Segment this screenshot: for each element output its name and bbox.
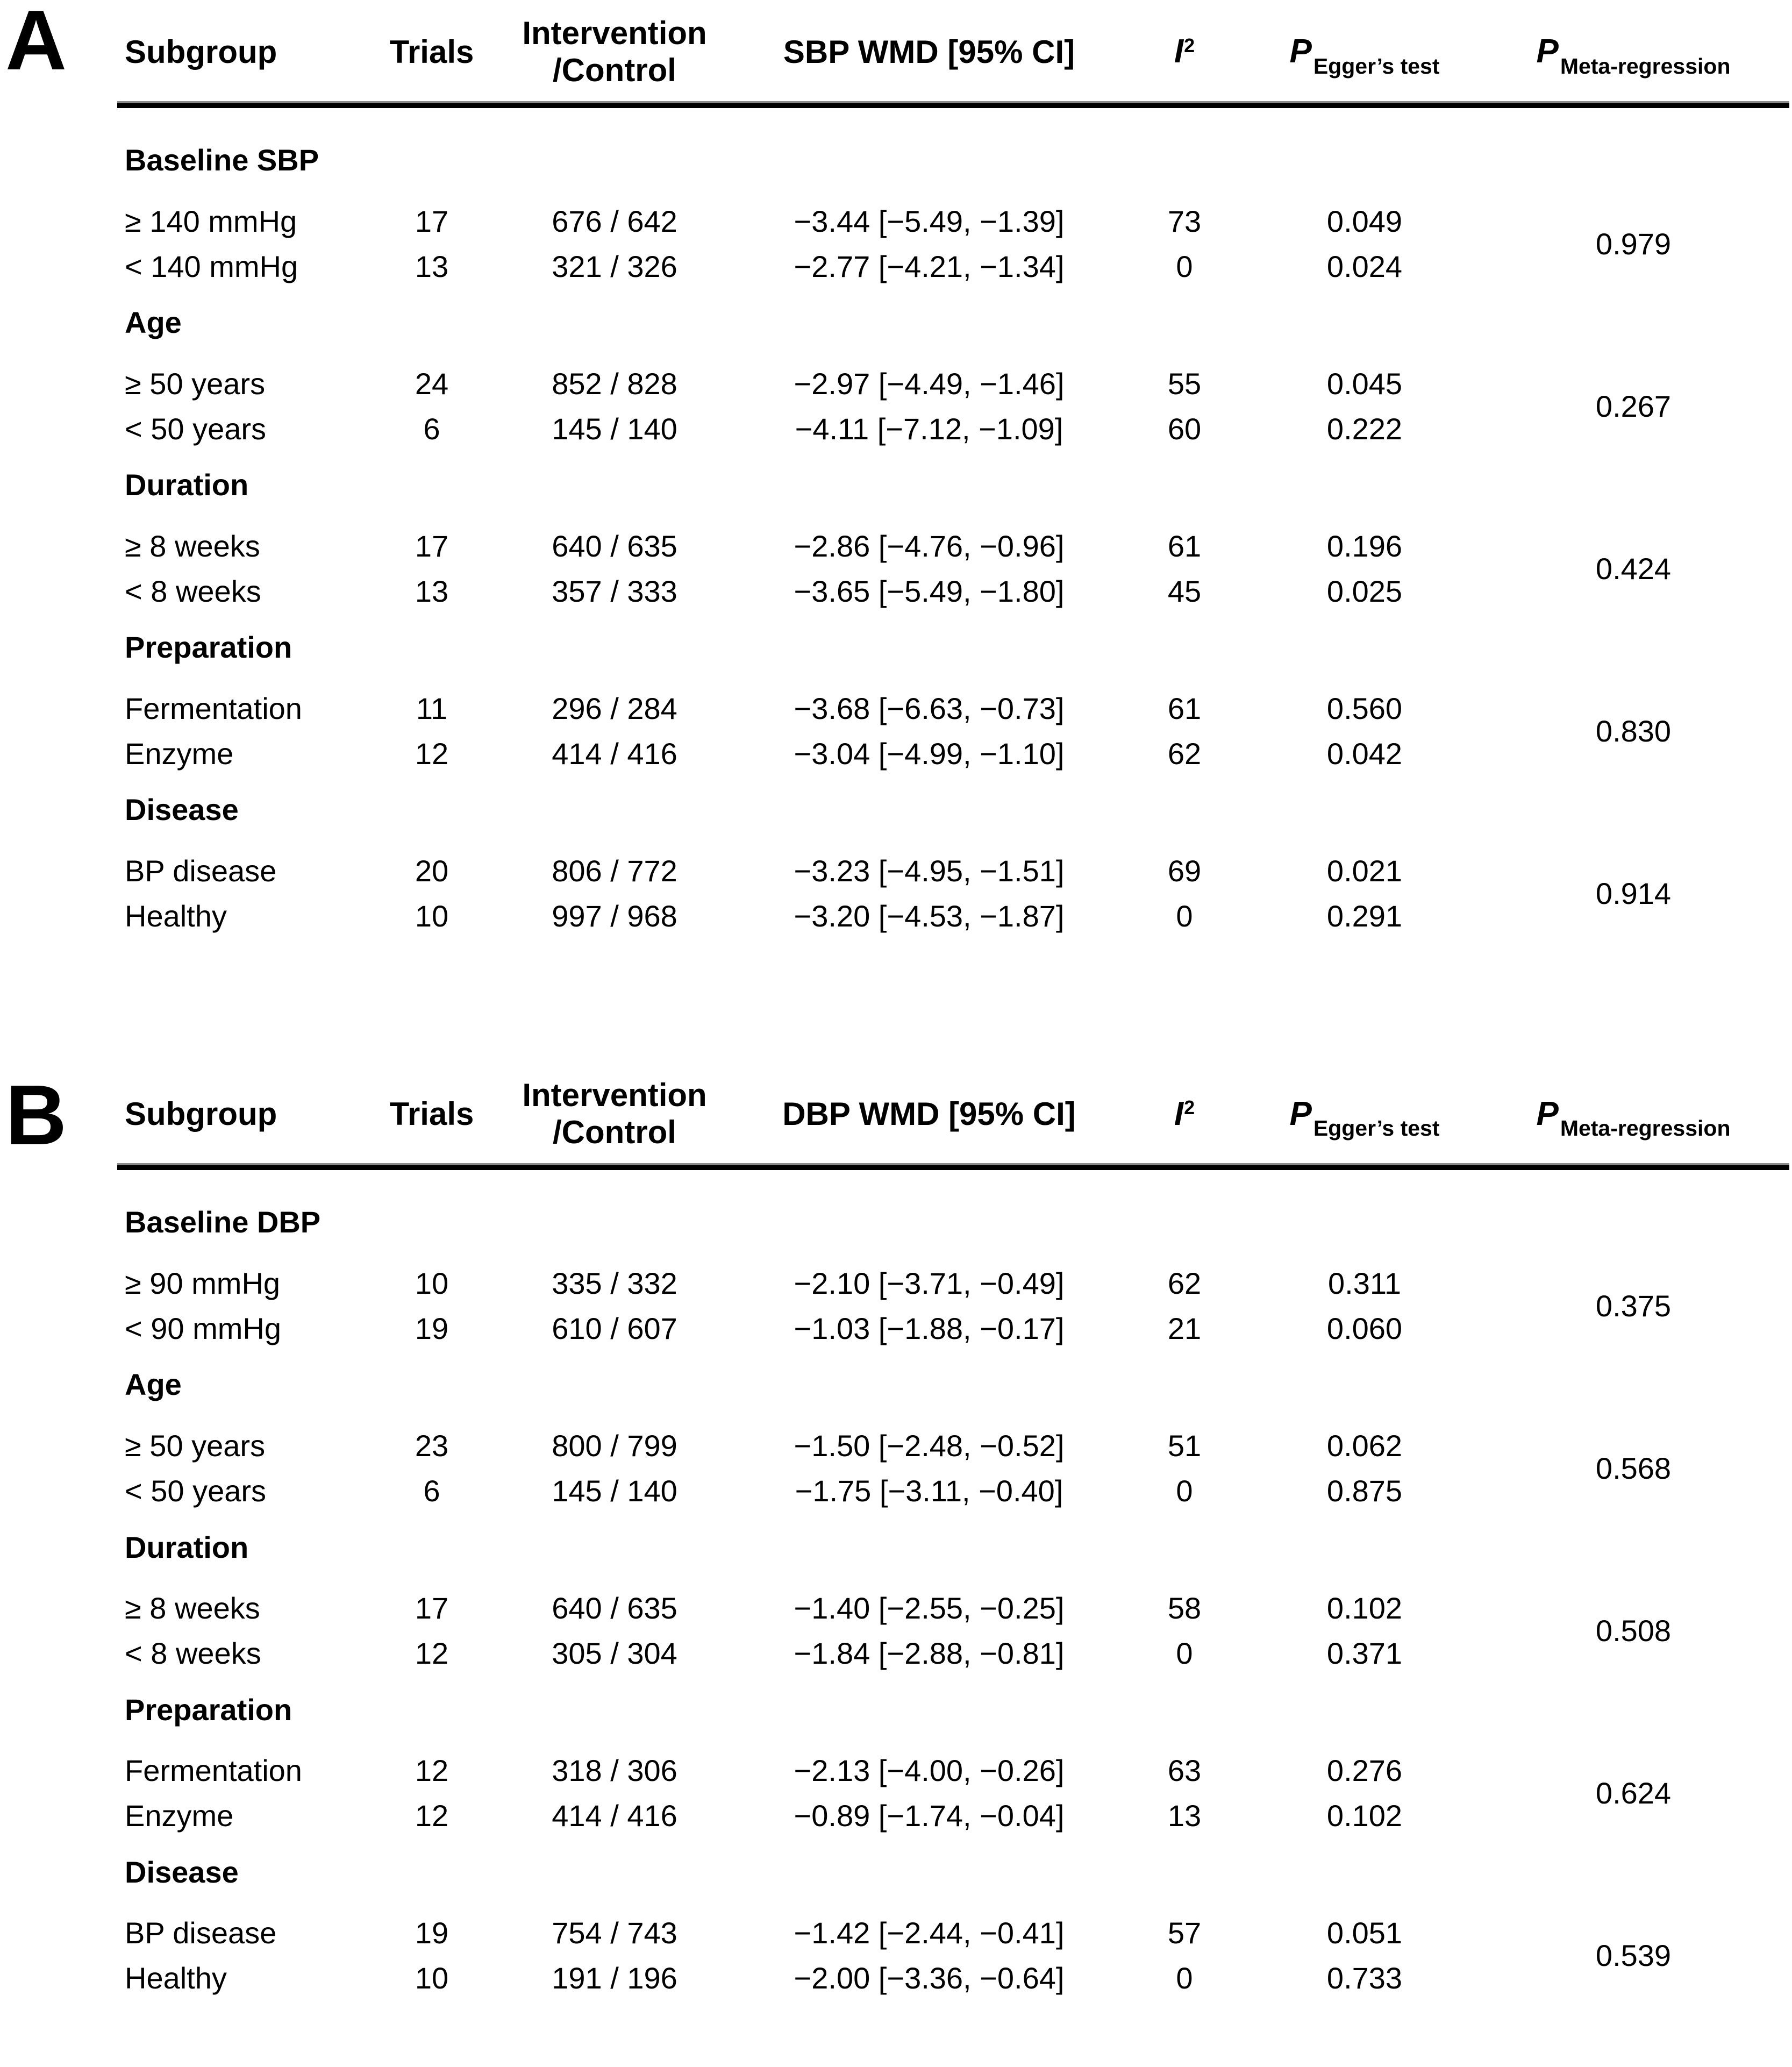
cell-intervention-control: 318 / 306 — [552, 1754, 677, 1788]
panel-a — [0, 0, 1792, 938]
cell-p-egger: 0.045 — [1326, 366, 1403, 401]
section-rows — [117, 848, 1789, 938]
cell-intervention-control: 852 / 828 — [552, 366, 677, 401]
column-header-dbp-wmd-ci: DBP WMD [95% CI] — [782, 1095, 1076, 1132]
cell-subgroup: BP disease — [125, 853, 277, 888]
cell-intervention-control: 335 / 332 — [552, 1266, 677, 1300]
column-header-p-eggers-test: $P_{Egger’s test}$ — [1289, 1095, 1440, 1141]
cell-subgroup: < 50 years — [125, 1474, 267, 1508]
table-b-body — [117, 1204, 1789, 2000]
cell-i-squared: 55 — [1167, 366, 1202, 401]
cell-i-squared: 57 — [1167, 1916, 1202, 1950]
cell-p-egger: 0.024 — [1326, 249, 1403, 283]
section-rows — [117, 361, 1789, 451]
cell-subgroup: Fermentation — [125, 1754, 302, 1788]
cell-i-squared: 58 — [1167, 1591, 1202, 1626]
cell-subgroup: BP disease — [125, 1916, 277, 1950]
cell-wmd-ci: −2.10 [−3.71, −0.49] — [794, 1266, 1065, 1300]
section-rows — [117, 1911, 1789, 2001]
cell-subgroup: Enzyme — [125, 1799, 234, 1833]
cell-p-egger: 0.102 — [1326, 1799, 1403, 1833]
cell-p-egger: 0.102 — [1326, 1591, 1403, 1626]
column-header-intervention-control: Intervention /Control — [522, 15, 707, 88]
cell-subgroup: Healthy — [125, 1961, 227, 1995]
panel-b — [0, 1067, 1792, 2000]
section-preparation — [117, 630, 1789, 776]
cell-p-egger: 0.021 — [1326, 853, 1403, 888]
section-title: Disease — [125, 1855, 239, 1889]
table-a-body — [117, 142, 1789, 938]
cell-intervention-control: 754 / 743 — [552, 1916, 677, 1950]
cell-p-meta-regression: 0.568 — [1595, 1451, 1672, 1486]
cell-trials: 13 — [415, 574, 449, 608]
cell-i-squared: 0 — [1176, 899, 1193, 933]
cell-trials: 19 — [415, 1311, 449, 1345]
cell-wmd-ci: −3.44 [−5.49, −1.39] — [794, 204, 1065, 238]
cell-i-squared: 61 — [1167, 529, 1202, 563]
section-disease — [117, 1855, 1789, 2001]
section-title: Duration — [125, 468, 249, 502]
cell-intervention-control: 145 / 140 — [552, 411, 677, 446]
cell-trials: 6 — [423, 1474, 440, 1508]
cell-subgroup: ≥ 140 mmHg — [125, 204, 297, 238]
cell-p-meta-regression: 0.508 — [1595, 1614, 1672, 1648]
cell-wmd-ci: −4.11 [−7.12, −1.09] — [795, 411, 1063, 446]
cell-subgroup: < 140 mmHg — [125, 249, 298, 283]
cell-p-egger: 0.311 — [1328, 1266, 1401, 1300]
cell-intervention-control: 610 / 607 — [552, 1311, 677, 1345]
cell-p-egger: 0.222 — [1326, 411, 1403, 446]
section-title: Age — [125, 305, 182, 340]
column-header-i-squared: $I^2$ — [1174, 1095, 1195, 1132]
cell-wmd-ci: −1.75 [−3.11, −0.40] — [795, 1474, 1063, 1508]
table-a-header-row — [117, 5, 1789, 98]
cell-wmd-ci: −2.86 [−4.76, −0.96] — [794, 529, 1065, 563]
cell-wmd-ci: −2.77 [−4.21, −1.34] — [794, 249, 1065, 283]
cell-p-egger: 0.875 — [1326, 1474, 1403, 1508]
cell-p-egger: 0.049 — [1326, 204, 1403, 238]
cell-p-meta-regression: 0.539 — [1595, 1938, 1672, 1973]
section-age — [117, 305, 1789, 451]
cell-i-squared: 51 — [1167, 1429, 1202, 1463]
cell-i-squared: 21 — [1167, 1311, 1202, 1345]
section-rows — [117, 1260, 1789, 1351]
cell-i-squared: 62 — [1167, 736, 1202, 771]
section-duration — [117, 1530, 1789, 1676]
cell-p-egger: 0.051 — [1326, 1916, 1403, 1950]
section-duration — [117, 467, 1789, 614]
cell-p-egger: 0.042 — [1326, 736, 1403, 771]
cell-trials: 23 — [415, 1429, 449, 1463]
cell-i-squared: 63 — [1167, 1754, 1202, 1788]
table-sbp-subgroups — [117, 5, 1789, 938]
cell-wmd-ci: −1.03 [−1.88, −0.17] — [794, 1311, 1065, 1345]
section-title: Baseline SBP — [125, 143, 319, 177]
column-header-p-meta-regression: $P_{Meta-regression}$ — [1536, 33, 1731, 79]
cell-subgroup: ≥ 50 years — [125, 366, 266, 401]
column-header-trials: Trials — [389, 1095, 474, 1132]
cell-intervention-control: 806 / 772 — [552, 853, 677, 888]
column-header-subgroup: Subgroup — [125, 33, 277, 70]
cell-wmd-ci: −2.00 [−3.36, −0.64] — [794, 1961, 1065, 1995]
cell-p-egger: 0.025 — [1326, 574, 1403, 608]
cell-i-squared: 45 — [1167, 574, 1202, 608]
cell-subgroup: < 50 years — [125, 411, 267, 446]
cell-subgroup: Fermentation — [125, 691, 302, 725]
cell-intervention-control: 296 / 284 — [552, 691, 677, 725]
cell-intervention-control: 321 / 326 — [552, 249, 677, 283]
cell-subgroup: ≥ 50 years — [125, 1429, 266, 1463]
cell-wmd-ci: −1.42 [−2.44, −0.41] — [794, 1916, 1065, 1950]
section-rows — [117, 1423, 1789, 1514]
cell-trials: 17 — [415, 529, 449, 563]
cell-subgroup: < 8 weeks — [125, 1636, 261, 1671]
cell-intervention-control: 145 / 140 — [552, 1474, 677, 1508]
cell-trials: 17 — [415, 204, 449, 238]
cell-intervention-control: 800 / 799 — [552, 1429, 677, 1463]
cell-wmd-ci: −2.13 [−4.00, −0.26] — [794, 1754, 1065, 1788]
panel-a-label: A — [5, 0, 65, 88]
cell-i-squared: 73 — [1167, 204, 1202, 238]
section-title: Disease — [125, 793, 239, 827]
cell-p-egger: 0.560 — [1326, 691, 1403, 725]
cell-i-squared: 13 — [1167, 1799, 1202, 1833]
cell-wmd-ci: −3.68 [−6.63, −0.73] — [794, 691, 1065, 725]
cell-i-squared: 62 — [1167, 1266, 1202, 1300]
cell-intervention-control: 414 / 416 — [552, 736, 677, 771]
column-header-sbp-wmd-ci: SBP WMD [95% CI] — [783, 33, 1075, 70]
cell-intervention-control: 640 / 635 — [552, 529, 677, 563]
cell-p-egger: 0.291 — [1326, 899, 1403, 933]
cell-p-egger: 0.371 — [1326, 1636, 1403, 1671]
cell-wmd-ci: −1.84 [−2.88, −0.81] — [794, 1636, 1065, 1671]
section-baseline-sbp — [117, 142, 1789, 289]
section-title: Preparation — [125, 1692, 292, 1727]
section-title: Duration — [125, 1530, 249, 1564]
cell-p-egger: 0.733 — [1326, 1961, 1403, 1995]
cell-trials: 12 — [415, 1636, 449, 1671]
cell-intervention-control: 191 / 196 — [552, 1961, 677, 1995]
cell-intervention-control: 640 / 635 — [552, 1591, 677, 1626]
cell-p-egger: 0.062 — [1326, 1429, 1403, 1463]
section-title: Baseline DBP — [125, 1205, 321, 1239]
cell-trials: 10 — [415, 1961, 449, 1995]
cell-p-meta-regression: 0.424 — [1595, 551, 1672, 586]
header-divider — [117, 101, 1789, 108]
cell-trials: 10 — [415, 1266, 449, 1300]
cell-p-meta-regression: 0.830 — [1595, 714, 1672, 748]
cell-wmd-ci: −2.97 [−4.49, −1.46] — [794, 366, 1065, 401]
section-title: Preparation — [125, 630, 292, 665]
table-b-header-row — [117, 1067, 1789, 1160]
section-rows — [117, 1748, 1789, 1838]
column-header-p-eggers-test: $P_{Egger’s test}$ — [1289, 33, 1440, 79]
column-header-subgroup: Subgroup — [125, 1095, 277, 1132]
header-divider — [117, 1163, 1789, 1170]
cell-trials: 12 — [415, 736, 449, 771]
cell-i-squared: 0 — [1176, 249, 1193, 283]
column-header-trials: Trials — [389, 33, 474, 70]
column-header-intervention-control: Intervention /Control — [522, 1077, 707, 1151]
cell-trials: 13 — [415, 249, 449, 283]
cell-intervention-control: 676 / 642 — [552, 204, 677, 238]
cell-subgroup: ≥ 8 weeks — [125, 529, 260, 563]
cell-i-squared: 69 — [1167, 853, 1202, 888]
column-header-p-meta-regression: $P_{Meta-regression}$ — [1536, 1095, 1731, 1141]
section-preparation — [117, 1692, 1789, 1838]
cell-trials: 6 — [423, 411, 440, 446]
cell-p-meta-regression: 0.914 — [1595, 876, 1672, 910]
cell-trials: 20 — [415, 853, 449, 888]
cell-intervention-control: 997 / 968 — [552, 899, 677, 933]
cell-subgroup: ≥ 8 weeks — [125, 1591, 260, 1626]
section-rows — [117, 686, 1789, 776]
cell-subgroup: Enzyme — [125, 736, 234, 771]
cell-i-squared: 0 — [1176, 1961, 1193, 1995]
cell-subgroup: Healthy — [125, 899, 227, 933]
cell-subgroup: < 8 weeks — [125, 574, 261, 608]
cell-p-meta-regression: 0.267 — [1595, 389, 1672, 423]
cell-trials: 12 — [415, 1799, 449, 1833]
section-rows — [117, 198, 1789, 289]
cell-trials: 19 — [415, 1916, 449, 1950]
cell-i-squared: 60 — [1167, 411, 1202, 446]
cell-p-egger: 0.060 — [1326, 1311, 1403, 1345]
section-disease — [117, 792, 1789, 938]
cell-intervention-control: 414 / 416 — [552, 1799, 677, 1833]
column-header-i-squared: $I^2$ — [1174, 33, 1195, 70]
section-baseline-dbp — [117, 1204, 1789, 1351]
cell-intervention-control: 305 / 304 — [552, 1636, 677, 1671]
cell-p-meta-regression: 0.375 — [1595, 1288, 1672, 1323]
cell-wmd-ci: −1.40 [−2.55, −0.25] — [794, 1591, 1065, 1626]
cell-i-squared: 0 — [1176, 1474, 1193, 1508]
section-title: Age — [125, 1367, 182, 1402]
cell-wmd-ci: −1.50 [−2.48, −0.52] — [794, 1429, 1065, 1463]
cell-subgroup: ≥ 90 mmHg — [125, 1266, 281, 1300]
cell-i-squared: 61 — [1167, 691, 1202, 725]
cell-trials: 17 — [415, 1591, 449, 1626]
section-age — [117, 1367, 1789, 1513]
table-dbp-subgroups — [117, 1067, 1789, 2000]
cell-subgroup: < 90 mmHg — [125, 1311, 281, 1345]
section-rows — [117, 1586, 1789, 1676]
cell-wmd-ci: −3.65 [−5.49, −1.80] — [794, 574, 1065, 608]
section-rows — [117, 523, 1789, 614]
cell-intervention-control: 357 / 333 — [552, 574, 677, 608]
cell-p-egger: 0.276 — [1326, 1754, 1403, 1788]
cell-wmd-ci: −3.23 [−4.95, −1.51] — [794, 853, 1065, 888]
cell-wmd-ci: −3.20 [−4.53, −1.87] — [794, 899, 1065, 933]
cell-i-squared: 0 — [1176, 1636, 1193, 1671]
cell-p-egger: 0.196 — [1326, 529, 1403, 563]
panel-b-label: B — [5, 1068, 65, 1163]
cell-trials: 11 — [416, 691, 448, 725]
cell-trials: 10 — [415, 899, 449, 933]
cell-wmd-ci: −0.89 [−1.74, −0.04] — [794, 1799, 1065, 1833]
cell-p-meta-regression: 0.979 — [1595, 226, 1672, 261]
cell-trials: 24 — [415, 366, 449, 401]
cell-trials: 12 — [415, 1754, 449, 1788]
cell-p-meta-regression: 0.624 — [1595, 1776, 1672, 1811]
cell-wmd-ci: −3.04 [−4.99, −1.10] — [794, 736, 1065, 771]
